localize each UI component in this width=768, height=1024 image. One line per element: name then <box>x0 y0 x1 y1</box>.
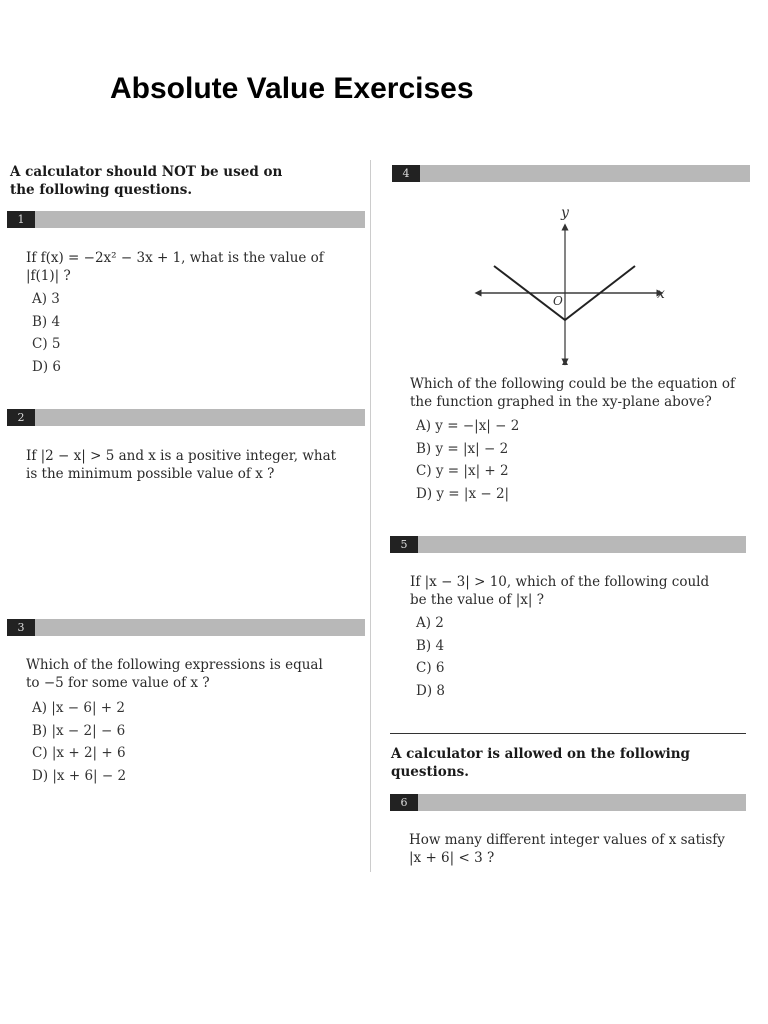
question-4-header <box>392 165 750 182</box>
no-calculator-note: A calculator should NOT be used on the following questions. <box>10 164 283 198</box>
question-5-choices <box>410 612 445 702</box>
question-1-choices <box>26 288 61 378</box>
choice-a: A) 3 <box>32 291 60 307</box>
x-axis-label: x <box>657 286 665 302</box>
question-3-header <box>7 619 365 636</box>
question-number: 1 <box>7 211 35 228</box>
section-divider <box>390 733 746 734</box>
calculator-allowed-note: A calculator is allowed on the following questions. <box>391 746 690 780</box>
choice-b: B) y = |x| − 2 <box>416 440 509 457</box>
question-5-header <box>390 536 746 553</box>
choice-d: D) 8 <box>416 682 445 699</box>
question-2-header <box>7 409 365 426</box>
question-number: 3 <box>7 619 35 636</box>
question-4-choices <box>410 415 519 505</box>
choice-a: A) 2 <box>416 615 444 631</box>
column-divider <box>370 160 371 872</box>
question-4-text: Which of the following could be the equation of the function graphed in the xy-plane above? <box>410 376 735 410</box>
choice-b: B) |x − 2| − 6 <box>32 722 126 739</box>
question-number: 4 <box>392 165 420 182</box>
choice-a: A) |x − 6| + 2 <box>32 700 125 716</box>
y-axis-label: y <box>561 205 569 221</box>
choice-c: C) y = |x| + 2 <box>416 463 509 479</box>
choice-d: D) 6 <box>32 358 61 375</box>
question-number: 5 <box>390 536 418 553</box>
question-5-text: If |x − 3| > 10, which of the following could be the value of |x| ? <box>410 574 710 608</box>
choice-a: A) y = −|x| − 2 <box>416 418 520 434</box>
choice-c: C) |x + 2| + 6 <box>32 745 126 761</box>
page-title: Absolute Value Exercises <box>110 72 474 105</box>
question-1-header <box>7 211 365 228</box>
question-3-text: Which of the following expressions is equal to −5 for some value of x ? <box>26 657 323 691</box>
question-number: 6 <box>390 794 418 811</box>
choice-d: D) |x + 6| − 2 <box>32 767 127 784</box>
question-2-text: If |2 − x| > 5 and x is a positive integer, what is the minimum possible value of x ? <box>26 448 337 482</box>
question-3-choices <box>26 697 126 787</box>
question-number: 2 <box>7 409 35 426</box>
question-6-header <box>390 794 746 811</box>
choice-c: C) 5 <box>32 336 61 352</box>
choice-b: B) 4 <box>416 637 445 654</box>
choice-d: D) y = |x − 2| <box>416 485 510 502</box>
question-6-text: How many different integer values of x satisfy |x + 6| < 3 ? <box>409 832 725 866</box>
choice-b: B) 4 <box>32 313 61 330</box>
origin-label: O <box>553 294 563 308</box>
choice-c: C) 6 <box>416 660 445 676</box>
question-1-text: If f(x) = −2x² − 3x + 1, what is the value of |f(1)| ? <box>26 250 324 284</box>
absolute-value-graph <box>470 200 690 370</box>
